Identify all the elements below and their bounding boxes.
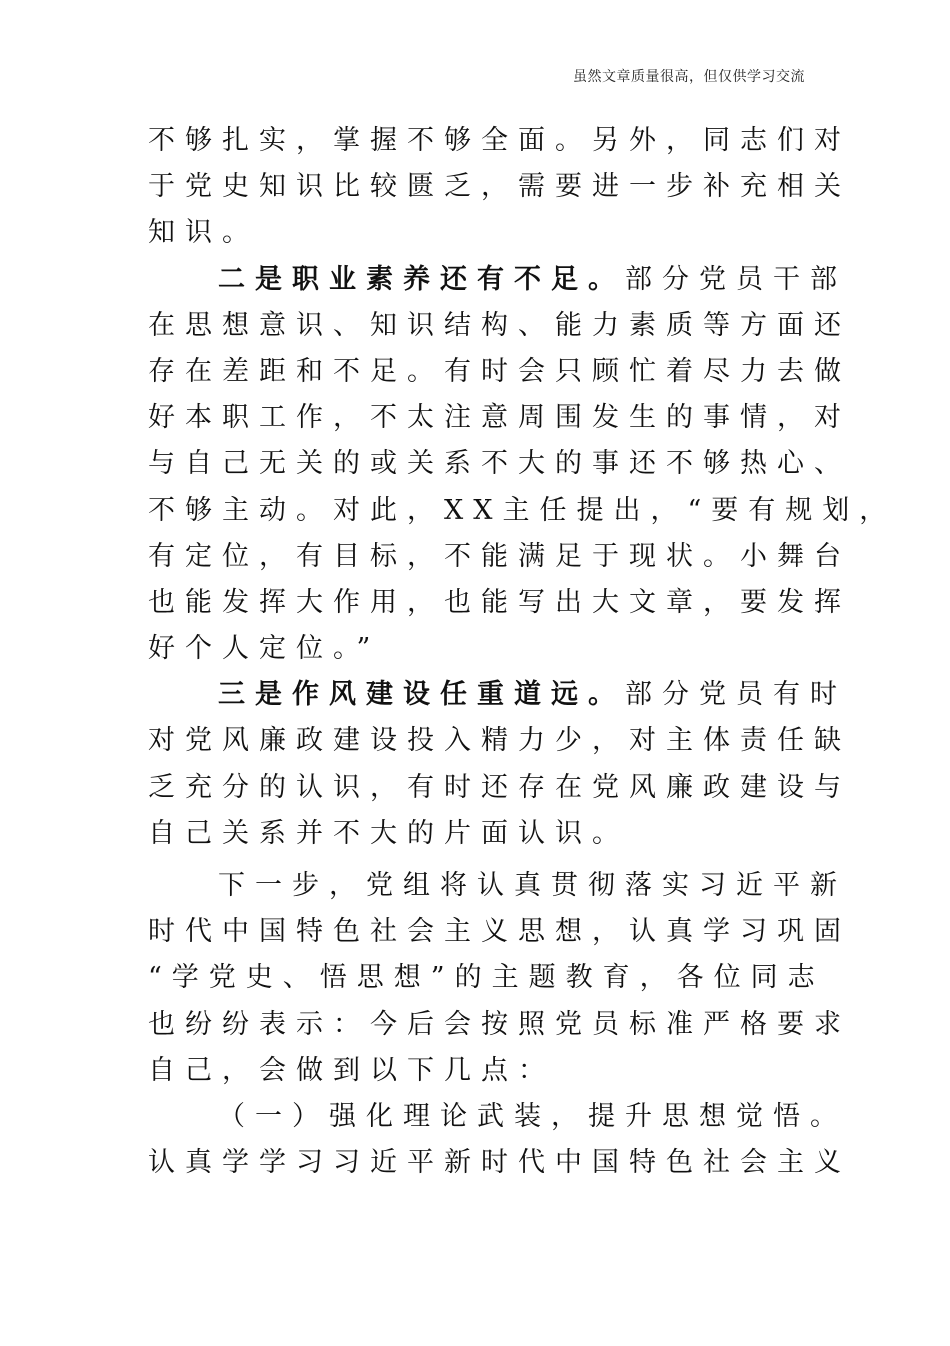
text-span: 部分党员干部 [625,263,847,295]
text-line: 自己关系并不大的片面认识。 [148,817,629,849]
text-line: 自己，会做到以下几点： [148,1054,555,1086]
text-line: 也纷纷表示：今后会按照党员标准严格要求 [148,1008,851,1040]
text-line: 时代中国特色社会主义思想，认真学习巩固 [148,916,851,948]
text-line: 在思想意识、知识结构、能力素质等方面还 [148,309,851,341]
paragraph-2-first-line [148,257,847,303]
text-line: 与自己无关的或关系不大的事还不够热心、 [148,448,851,480]
text-line: 存在差距和不足。有时会只顾忙着尽力去做 [148,355,851,387]
text-line: 不够主动。对此，XX主任提出，“要有规划， [148,494,897,526]
text-line: 知识。 [148,217,259,249]
text-line: 也能发挥大作用，也能写出大文章，要发挥 [148,586,851,618]
text-line: 对党风廉政建设投入精力少，对主体责任缺 [148,725,851,757]
text-line: 好本职工作，不太注意周围发生的事情，对 [148,402,851,434]
text-line: 认真学学习习近平新时代中国特色社会主义 [148,1147,851,1179]
section-heading-2: 二是职业素养还有不足。 [218,263,625,295]
document-body [148,118,897,1186]
page-header-note: 虽然文章质量很高，但仅供学习交流 [573,69,805,85]
text-line: 好个人定位。” [148,633,381,665]
text-line: “学党史、悟思想”的主题教育，各位同志 [148,962,825,994]
text-line: 乏充分的认识，有时还存在党风廉政建设与 [148,771,851,803]
text-line: （一）强化理论武装，提升思想觉悟。 [218,1100,847,1132]
text-line: 不够扎实，掌握不够全面。另外，同志们对 [148,125,851,156]
text-line: 于党史知识比较匮乏，需要进一步补充相关 [148,171,851,203]
paragraph-3-first-line [148,672,847,718]
text-line: 有定位，有目标，不能满足于现状。小舞台 [148,540,851,572]
text-span: 部分党员有时 [625,679,847,711]
section-heading-3: 三是作风建设任重道远。 [218,679,625,711]
text-line: 下一步，党组将认真贯彻落实习近平新 [218,870,847,901]
